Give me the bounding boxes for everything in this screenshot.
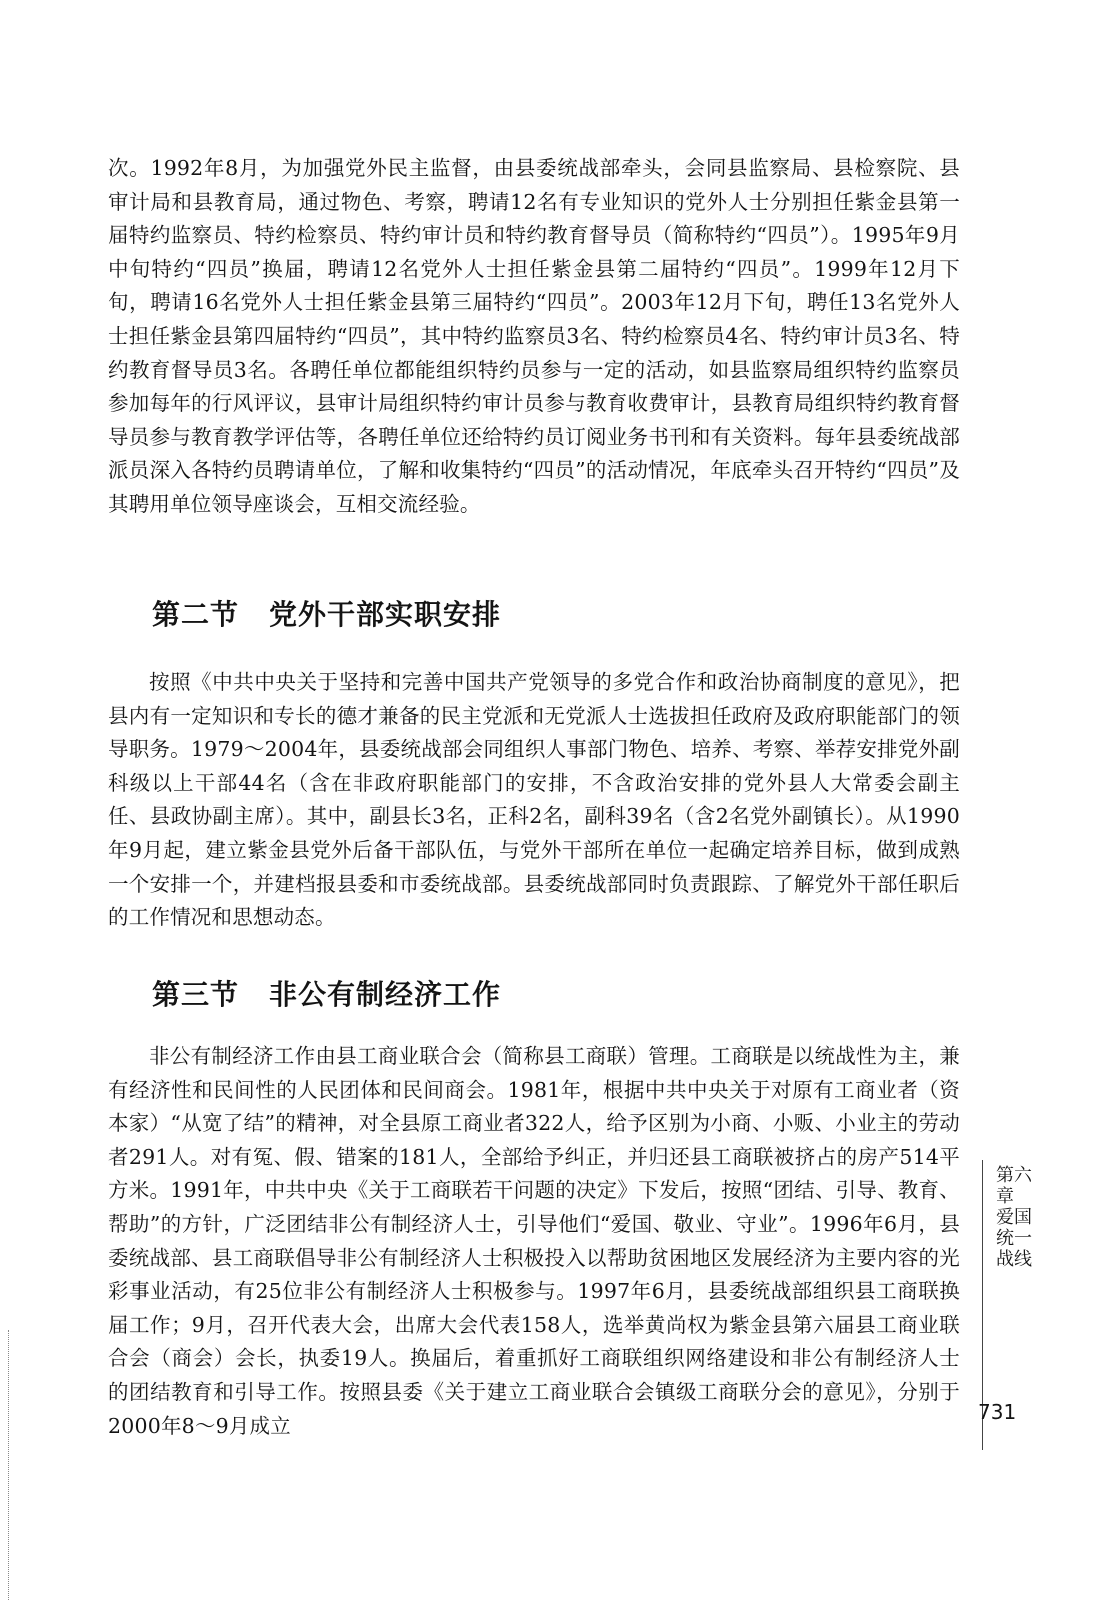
- page-number: 731: [978, 1400, 1017, 1424]
- section-title: 党外干部实职安排: [269, 598, 502, 631]
- chapter-label: 第六章: [996, 1165, 1032, 1207]
- section-number: 第二节: [152, 598, 240, 631]
- scan-edge-mark: [8, 1330, 11, 1600]
- chapter-title: 爱国统一战线: [996, 1207, 1032, 1270]
- chapter-tab: [996, 1165, 1036, 1270]
- section-number: 第三节: [152, 978, 240, 1011]
- paragraph-cadre-placement: 按照《中共中央关于坚持和完善中国共产党领导的多党合作和政治协商制度的意见》，把县内有一定知识和专长的德才兼备的民主党派和无党派人士选拔担任政府及政府职能部门的领导职务。1979～2004年，县委统战部会同组织人事部门物色、培养、考察、举荐安排党外副科级以上干部44名（含在非政府职能部门的安排，不含政治安排的党外县人大常委会副主任、县政协副主席）。其中，副县长3名，正科2名，副科39名（含2名党外副镇长）。从1990年9月起，建立紫金县党外后备干部队伍，与党外干部所在单位一起确定培养目标，做到成熟一个安排一个，并建档报县委和市委统战部。县委统战部同时负责跟踪、了解党外干部任职后的工作情况和思想动态。: [108, 670, 960, 930]
- paragraph-non-public-economy: 非公有制经济工作由县工商业联合会（简称县工商联）管理。工商联是以统战性为主，兼有经济性和民间性的人民团体和民间商会。1981年，根据中共中央关于对原有工商业者（资本家）“从宽了结”的精神，对全县原工商业者322人，给予区别为小商、小贩、小业主的劳动者291人。对有冤、假、错案的181人，全部给予纠正，并归还县工商联被挤占的房产514平方米。1991年，中共中央《关于工商联若干问题的决定》下发后，按照“团结、引导、教育、帮助”的方针，广泛团结非公有制经济人士，引导他们“爱国、敬业、守业”。1996年6月，县委统战部、县工商联倡导非公有制经济人士积极投入以帮助贫困地区发展经济为主要内容的光彩事业活动，有25位非公有制经济人士积极参与。1997年6月，县委统战部组织县工商联换届工作；9月，召开代表大会，出席大会代表158人，选举黄尚权为紫金县第六届县工商业联合会（商会）会长，执委19人。换届后，着重抓好工商联组织网络建设和非公有制经济人士的团结教育和引导工作。按照县委《关于建立工商业联合会镇级工商联分会的意见》，分别于2000年8～9月成立: [108, 1044, 960, 1438]
- section-title: 非公有制经济工作: [269, 978, 502, 1011]
- paragraph-special-supervisors: 次。1992年8月，为加强党外民主监督，由县委统战部牵头，会同县监察局、县检察院、县审计局和县教育局，通过物色、考察，聘请12名有专业知识的党外人士分别担任紫金县第一届特约监察员、特约检察员、特约审计员和特约教育督导员（简称特约“四员”）。1995年9月中旬特约“四员”换届，聘请12名党外人士担任紫金县第二届特约“四员”。1999年12月下旬，聘请16名党外人士担任紫金县第三届特约“四员”。2003年12月下旬，聘任13名党外人士担任紫金县第四届特约“四员”，其中特约监察员3名、特约检察员4名、特约审计员3名、特约教育督导员3名。各聘任单位都能组织特约员参与一定的活动，如县监察局组织特约监察员参加每年的行风评议，县审计局组织特约审计员参与教育收费审计，县教育局组织特约教育督导员参与教育教学评估等，各聘任单位还给特约员订阅业务书刊和有关资料。每年县委统战部派员深入各特约员聘请单位，了解和收集特约“四员”的活动情况，年底牵头召开特约“四员”及其聘用单位领导座谈会，互相交流经验。: [108, 156, 960, 516]
- section-heading-2: [152, 593, 501, 633]
- section-heading-3: [152, 973, 501, 1013]
